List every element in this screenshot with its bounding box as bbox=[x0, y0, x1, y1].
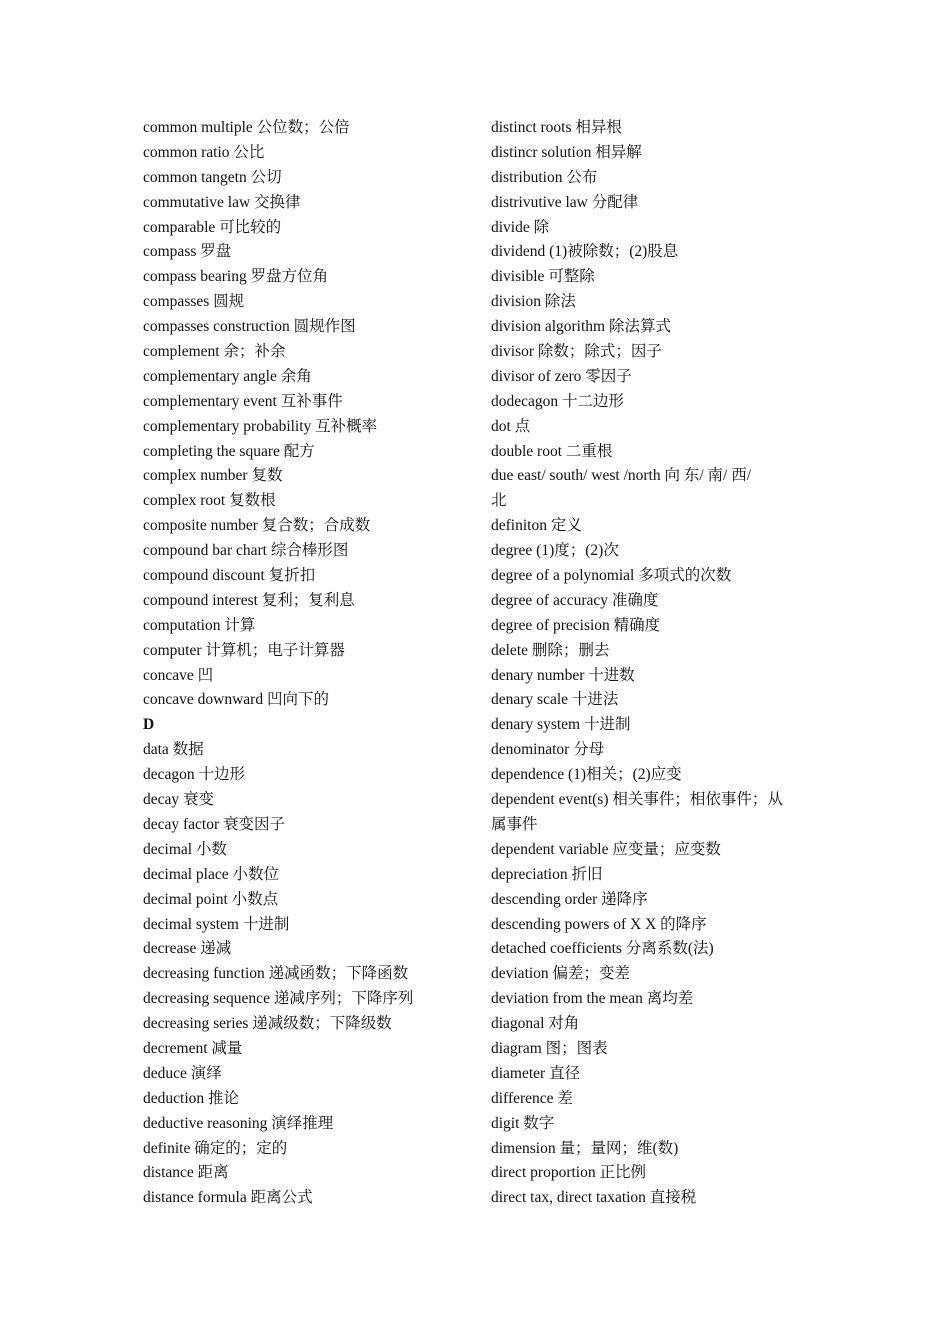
glossary-entry: decimal system 十进制 bbox=[143, 915, 290, 933]
glossary-entry: concave 凹 bbox=[143, 666, 214, 684]
glossary-entry: digit 数字 bbox=[491, 1114, 555, 1132]
glossary-entry: common tangetn 公切 bbox=[143, 168, 282, 186]
glossary-entry: distrivutive law 分配律 bbox=[491, 193, 639, 211]
glossary-entry: 属事件 bbox=[491, 815, 538, 833]
glossary-entry: denary system 十进制 bbox=[491, 716, 631, 734]
right-glossary-column bbox=[491, 116, 809, 1211]
glossary-entry: compound discount 复折扣 bbox=[143, 567, 316, 585]
glossary-entry: dividend (1)被除数；(2)股息 bbox=[491, 243, 679, 261]
glossary-entry: deviation 偏差；变差 bbox=[491, 965, 631, 983]
glossary-entry: distinct roots 相异根 bbox=[491, 119, 622, 136]
glossary-entry: diagram 图；图表 bbox=[491, 1039, 608, 1057]
glossary-entry: concave downward 凹向下的 bbox=[143, 691, 329, 709]
glossary-entry: due east/ south/ west /north 向 东/ 南/ 西/ bbox=[491, 467, 752, 485]
glossary-entry: descending powers of X X 的降序 bbox=[491, 915, 707, 933]
glossary-entry: decrease 递减 bbox=[143, 940, 232, 958]
glossary-entry: dimension 量；量网；维(数) bbox=[491, 1139, 679, 1157]
glossary-entry: delete 删除；删去 bbox=[491, 641, 610, 659]
glossary-entry: commutative law 交换律 bbox=[143, 193, 301, 211]
glossary-entry: decay 衰变 bbox=[143, 791, 215, 809]
glossary-entry: division algorithm 除法算式 bbox=[491, 318, 671, 336]
glossary-entry: direct proportion 正比例 bbox=[491, 1164, 646, 1182]
glossary-entry: data 数据 bbox=[143, 741, 204, 759]
glossary-entry: compound interest 复利；复利息 bbox=[143, 591, 355, 609]
glossary-entry: diameter 直径 bbox=[491, 1064, 581, 1082]
glossary-entry: decimal place 小数位 bbox=[143, 865, 280, 883]
glossary-entry: computer 计算机；电子计算器 bbox=[143, 641, 345, 659]
glossary-entry: denary scale 十进法 bbox=[491, 691, 619, 709]
glossary-entry: definite 确定的；定的 bbox=[143, 1139, 288, 1157]
glossary-entry: complement 余；补余 bbox=[143, 343, 286, 361]
glossary-entry: computation 计算 bbox=[143, 616, 256, 634]
glossary-entry: compass 罗盘 bbox=[143, 243, 232, 261]
glossary-entry: dodecagon 十二边形 bbox=[491, 392, 625, 410]
glossary-entry: depreciation 折旧 bbox=[491, 865, 603, 883]
glossary-entry: compound bar chart 综合棒形图 bbox=[143, 542, 349, 560]
glossary-entry: definiton 定义 bbox=[491, 517, 582, 535]
glossary-entry: decrement 减量 bbox=[143, 1039, 243, 1057]
left-glossary-column bbox=[143, 116, 473, 1211]
glossary-entry: dot 点 bbox=[491, 417, 531, 435]
glossary-entry: divide 除 bbox=[491, 218, 550, 236]
glossary-entry: dependent variable 应变量；应变数 bbox=[491, 840, 721, 858]
glossary-entry: divisor of zero 零因子 bbox=[491, 367, 632, 385]
glossary-entry: decreasing series 递减级数；下降级数 bbox=[143, 1015, 392, 1033]
glossary-entry: distance 距离 bbox=[143, 1164, 229, 1182]
glossary-entry: descending order 递降序 bbox=[491, 890, 648, 908]
glossary-entry: direct tax, direct taxation 直接税 bbox=[491, 1189, 697, 1207]
glossary-entry: common multiple 公位数；公倍 bbox=[143, 119, 350, 136]
glossary-entry: divisible 可整除 bbox=[491, 268, 595, 286]
glossary-entry: diagonal 对角 bbox=[491, 1015, 580, 1033]
glossary-entry: degree of a polynomial 多项式的次数 bbox=[491, 567, 732, 585]
glossary-entry: complex number 复数 bbox=[143, 467, 283, 485]
section-heading: D bbox=[143, 716, 155, 734]
glossary-entry: compasses 圆规 bbox=[143, 293, 245, 311]
glossary-entry: dependence (1)相关；(2)应变 bbox=[491, 766, 682, 784]
glossary-entry: complementary probability 互补概率 bbox=[143, 417, 378, 435]
glossary-entry: distribution 公布 bbox=[491, 168, 598, 186]
glossary-entry: deduction 推论 bbox=[143, 1089, 239, 1107]
glossary-entry: complementary angle 余角 bbox=[143, 367, 312, 385]
glossary-entry: degree of accuracy 准确度 bbox=[491, 591, 659, 609]
glossary-entry: deduce 演绎 bbox=[143, 1064, 222, 1082]
glossary-entry: denary number 十进数 bbox=[491, 666, 635, 684]
glossary-entry: degree (1)度；(2)次 bbox=[491, 542, 619, 560]
glossary-entry: double root 二重根 bbox=[491, 442, 613, 460]
glossary-entry: decimal 小数 bbox=[143, 840, 227, 858]
glossary-entry: complex root 复数根 bbox=[143, 492, 276, 510]
glossary-entry: detached coefficients 分离系数(法) bbox=[491, 940, 714, 958]
glossary-entry: difference 差 bbox=[491, 1089, 573, 1107]
glossary-entry: deductive reasoning 演绎推理 bbox=[143, 1114, 334, 1132]
glossary-entry: divisor 除数；除式；因子 bbox=[491, 343, 662, 361]
glossary-entry: common ratio 公比 bbox=[143, 143, 265, 161]
glossary-entry: decimal point 小数点 bbox=[143, 890, 279, 908]
glossary-entry: complementary event 互补事件 bbox=[143, 392, 343, 410]
glossary-entry: division 除法 bbox=[491, 293, 576, 311]
glossary-entry: composite number 复合数；合成数 bbox=[143, 517, 371, 535]
glossary-entry: deviation from the mean 离均差 bbox=[491, 990, 694, 1008]
glossary-entry: compass bearing 罗盘方位角 bbox=[143, 268, 329, 286]
glossary-entry: distance formula 距离公式 bbox=[143, 1189, 313, 1207]
glossary-entry: degree of precision 精确度 bbox=[491, 616, 661, 634]
glossary-entry: decagon 十边形 bbox=[143, 766, 246, 784]
glossary-entry: comparable 可比较的 bbox=[143, 218, 282, 236]
glossary-entry: 北 bbox=[491, 492, 507, 510]
glossary-entry: dependent event(s) 相关事件；相依事件；从 bbox=[491, 791, 783, 809]
glossary-entry: decreasing sequence 递减序列；下降序列 bbox=[143, 990, 414, 1008]
glossary-entry: decreasing function 递减函数；下降函数 bbox=[143, 965, 409, 983]
glossary-entry: completing the square 配方 bbox=[143, 442, 315, 460]
glossary-entry: compasses construction 圆规作图 bbox=[143, 318, 356, 336]
glossary-entry: denominator 分母 bbox=[491, 741, 605, 759]
glossary-entry: distincr solution 相异解 bbox=[491, 143, 642, 161]
glossary-entry: decay factor 衰变因子 bbox=[143, 815, 286, 833]
